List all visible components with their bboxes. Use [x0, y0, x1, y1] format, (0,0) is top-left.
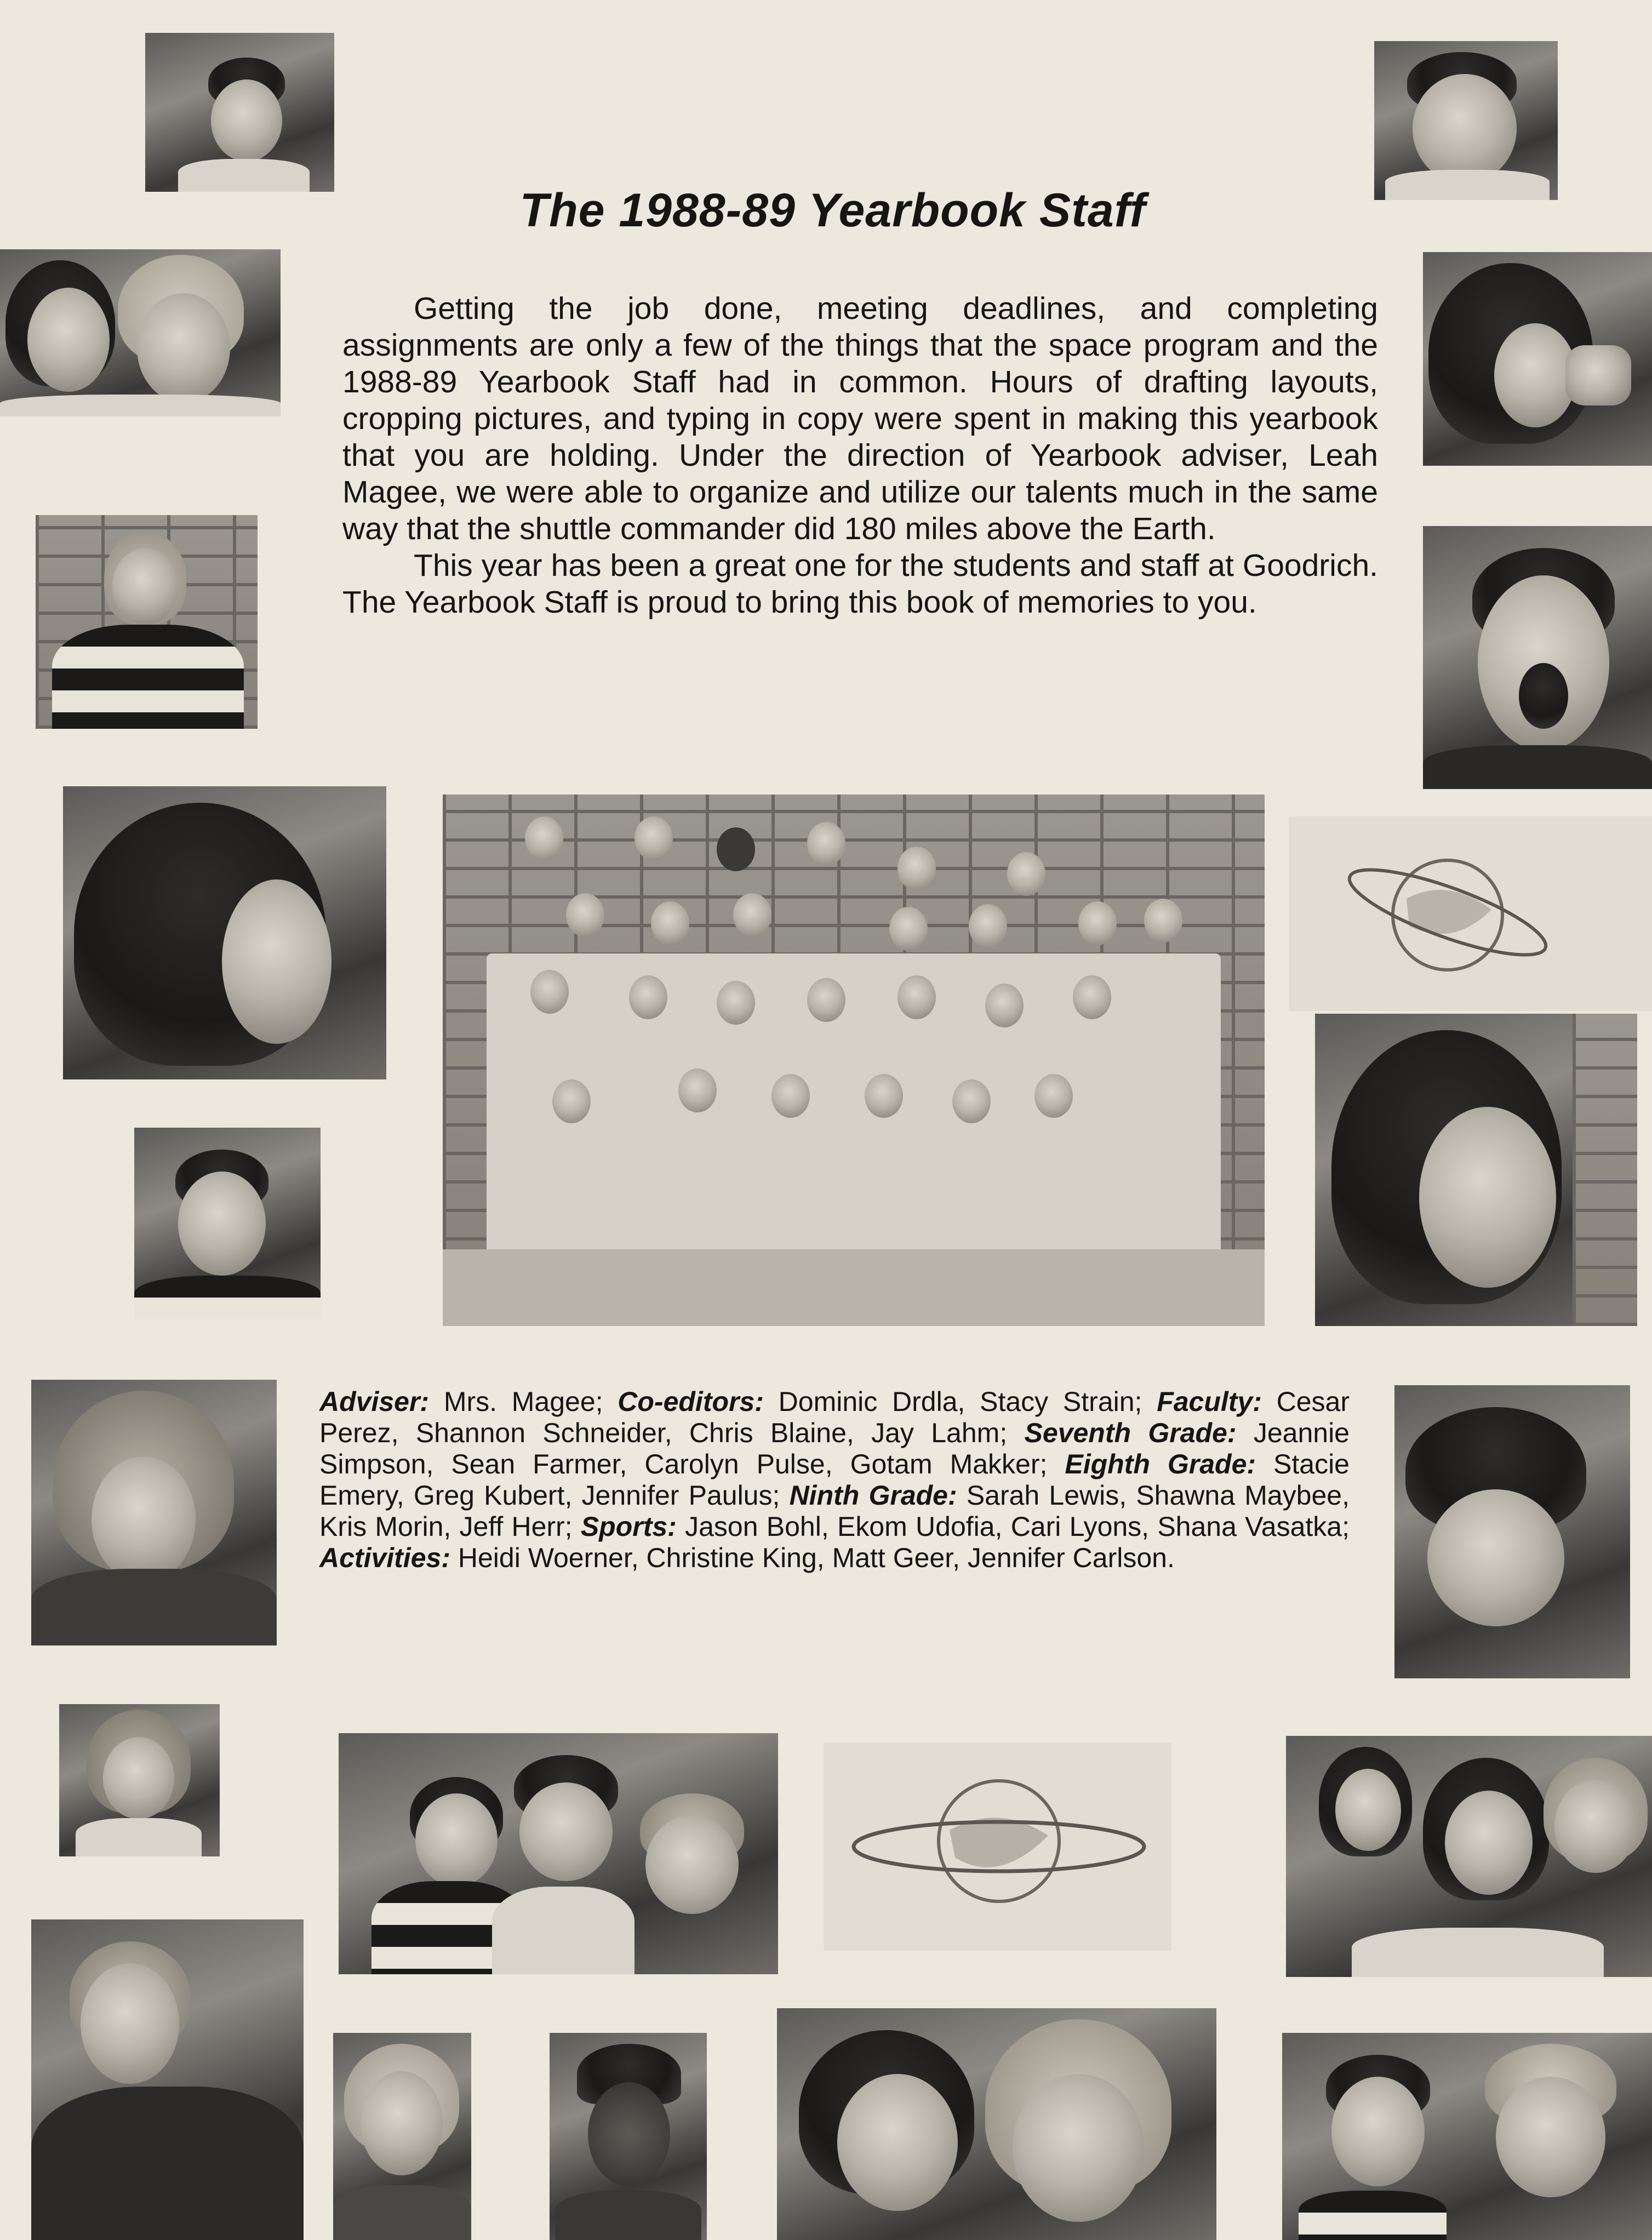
photo-two-boys: [1282, 2033, 1652, 2240]
credit-names: Dominic Drdla, Stacy Strain;: [763, 1386, 1157, 1417]
photo-boy-cap: [550, 2033, 707, 2240]
photo-girl-profile-right: [1315, 1014, 1637, 1326]
credit-label: Adviser:: [319, 1386, 430, 1417]
intro-paragraph: This year has been a great one for the students and staff at Goodrich. The Yearbook Staff is proud to bring this book of memories to you.: [342, 548, 1378, 620]
photo-girl-curly-hair-right: [1423, 252, 1652, 466]
credit-label: Sports:: [580, 1511, 677, 1542]
photo-woman-smiling: [333, 2033, 471, 2240]
intro-text: [342, 290, 1378, 621]
credit-names: Heidi Woerner, Christine King, Matt Geer, Jennifer Carlson.: [450, 1542, 1175, 1573]
photo-girl-glasses-reading: [31, 1380, 277, 1645]
staff-credits: [319, 1386, 1350, 1574]
photo-two-girls: [0, 249, 281, 416]
planet-sketch-small: [1289, 816, 1652, 1011]
credit-label: Seventh Grade:: [1024, 1418, 1237, 1448]
photo-boy-glasses-top-left: [145, 33, 334, 192]
photo-three-girls-magazine: [1286, 1736, 1652, 1977]
photo-three-students: [339, 1733, 778, 1974]
credit-names: Cesar Perez, Shannon Schneider, Chris Blaine, Jay Lahm;: [319, 1386, 1350, 1448]
credit-names: Jason Bohl, Ekom Udofia, Cari Lyons, Shana Vasatka;: [676, 1511, 1350, 1542]
credit-label: Ninth Grade:: [789, 1480, 957, 1511]
photo-girl-turtleneck: [59, 1704, 220, 1856]
credit-names: Jeannie Simpson, Sean Farmer, Carolyn Pulse, Gotam Makker;: [319, 1418, 1350, 1479]
credit-label: Eighth Grade:: [1065, 1449, 1256, 1479]
page-title: The 1988-89 Yearbook Staff: [519, 184, 1146, 237]
photo-two-girls-laughing: [777, 2008, 1216, 2240]
photo-man-funny-face: [1423, 526, 1652, 789]
photo-boy-reading-right: [1394, 1385, 1630, 1678]
credit-label: Activities:: [319, 1542, 450, 1573]
planet-sketch-large: [824, 1742, 1171, 1951]
credit-names: Mrs. Magee;: [429, 1386, 618, 1417]
credit-label: Co-editors:: [618, 1386, 764, 1417]
photo-yearbook-staff-group: [443, 795, 1265, 1326]
credit-names: Sarah Lewis, Shawna Maybee, Kris Morin, Jeff Herr;: [319, 1480, 1350, 1542]
credit-names: Stacie Emery, Greg Kubert, Jennifer Paulus;: [319, 1449, 1350, 1511]
photo-boy-smiling: [134, 1128, 321, 1319]
photo-girl-looking-down: [63, 786, 386, 1079]
intro-paragraph: Getting the job done, meeting deadlines, and completing assignments are only a few of the things that the space program and the 1988-89 Yearbook Staff had in common. Hours of drafting layouts, cropping pictures, and typing in copy were spent in making this yearbook that you are holding. Under the direction of Yearbook adviser, Leah Magee, we were able to organize and utilize our talents much in the same way that the shuttle commander did 180 miles above the Earth.: [342, 291, 1378, 546]
photo-girl-striped-sweater: [36, 515, 258, 729]
photo-boy-glasses-top-right: [1374, 41, 1558, 200]
photo-woman-reading: [31, 1919, 304, 2240]
credit-label: Faculty:: [1157, 1386, 1262, 1417]
